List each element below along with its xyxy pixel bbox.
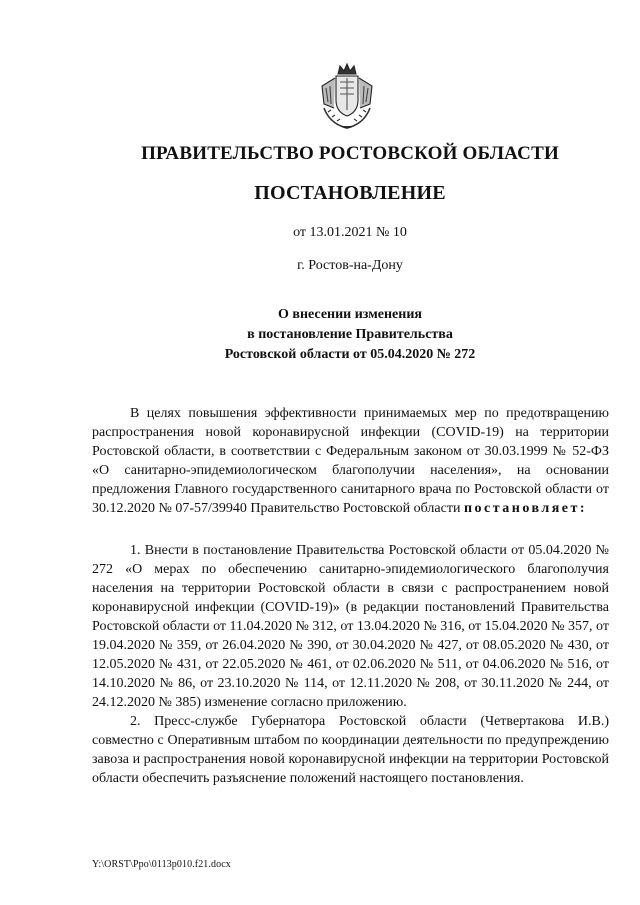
subject-line-2: в постановление Правительства — [247, 327, 453, 342]
coat-of-arms-emblem — [316, 60, 378, 132]
document-city: г. Ростов-на-Дону — [297, 258, 403, 273]
item-1-paragraph: 1. Внести в постановление Правительства Ростовской области от 05.04.2020 № 272 «О мерах по обеспечению санитарно-эпидемиологического благополучия населения на территории Ростовской области в связи с распространением новой коронавирусной инфекции (COVID-19)» (в редакции постановлений Правительства Ростовской области от 11.04.2020 № 312, от 13.04.2020 № 316, от 15.04.2020 № 357, от 19.04.2020 № 359, от 26.04.2020 № 390, от 30.04.2020 № 427, от 08.05.2020 № 430, от 12.05.2020 № 431, от 22.05.2020 № 461, от 02.06.2020 № 511, от 04.06.2020 № 516, от 14.10.2020 № 86, от 23.10.2020 № 114, от 12.11.2020 № 208, от 30.11.2020 № 244, от 24.12.2020 № 385) изменение согласно приложению. — [92, 543, 609, 710]
item-2-paragraph: 2. Пресс-службе Губернатора Ростовской области (Четвертакова И.В.) совместно с Оперативным штабом по координации деятельности по предупреждению завоза и распространения новой коронавирусной инфекции на территории Ростовской области обеспечить разъяснение положений настоящего постановления. — [92, 714, 609, 786]
document-date-number: от 13.01.2021 № 10 — [293, 225, 407, 240]
preamble-paragraph — [92, 404, 609, 518]
subject-line-3: Ростовской области от 05.04.2020 № 272 — [224, 347, 476, 362]
document-type: ПОСТАНОВЛЕНИЕ — [254, 182, 446, 204]
preamble-text: В целях повышения эффективности принимаемых мер по предотвращению распространения новой коронавирусной инфекции (COVID-19) на территории Ростовской области, в соответствии с Федеральным законом от 30.03.1999 № 52-ФЗ «О санитарно-эпидемиологическом благополучии населения», на основании предложения Главного государственного санитарного врача по Ростовской области от 30.12.2020 № 07-57/39940 Правительство Ростовской области — [92, 406, 609, 516]
subject-line-1: О внесении изменения — [278, 307, 422, 322]
document-subject — [60, 305, 640, 365]
decree-word: постановляет: — [463, 501, 588, 516]
document-body — [92, 404, 609, 788]
footer-file-path: Y:\ORST\Ppo\0113p010.f21.docx — [92, 859, 231, 870]
government-title: ПРАВИТЕЛЬСТВО РОСТОВСКОЙ ОБЛАСТИ — [141, 143, 559, 164]
